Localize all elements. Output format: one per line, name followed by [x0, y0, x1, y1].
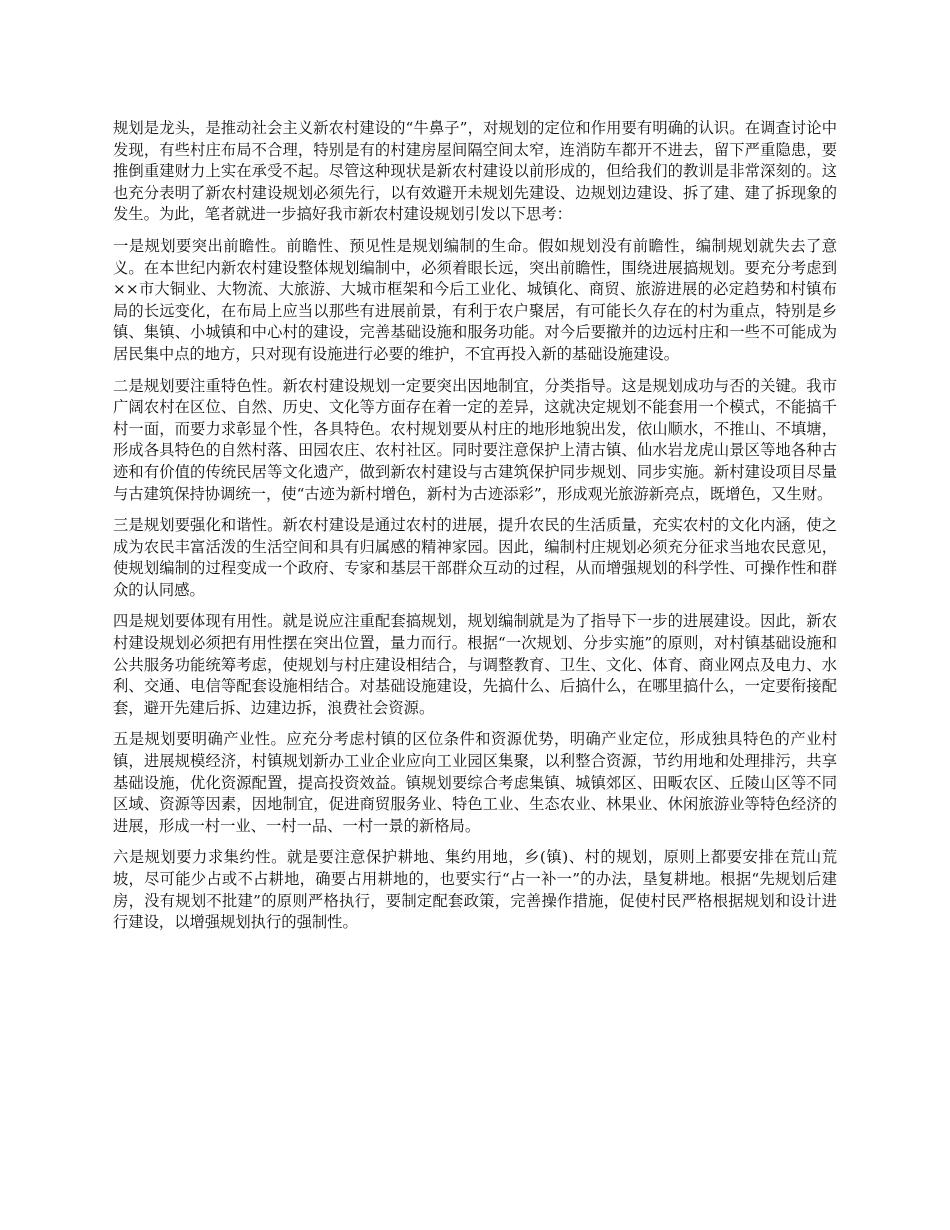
paragraph-point-4: 四是规划要体现有用性。就是说应注重配套搞规划，规划编制就是为了指导下一步的进展建设。因此，新农村建设规划必须把有用性摆在突出位置，量力而行。根据“一次规划、分步实施”的原则，对村镇基础设施和公共服务功能统筹考虑，使规划与村庄建设相结合，与调整教育、卫生、文化、体育、商业网点及电力、水利、交通、电信等配套设施相结合。对基础设施建设，先搞什么、后搞什么，在哪里搞什么，一定要衔接配套，避开先建后拆、边建边拆，浪费社会资源。 — [113, 612, 837, 717]
paragraph-point-5: 五是规划要明确产业性。应充分考虑村镇的区位条件和资源优势，明确产业定位，形成独具特色的产业村镇，进展规模经济，村镇规划新办工业企业应向工业园区集聚，以利整合资源，节约用地和处理排污，共享基础设施，优化资源配置，提高投资效益。镇规划要综合考虑集镇、城镇郊区、田畈农区、丘陵山区等不同区域、资源等因素，因地制宜，促进商贸服务业、特色工业、生态农业、林果业、休闲旅游业等特色经济的进展，形成一村一业、一村一品、一村一景的新格局。 — [113, 730, 837, 835]
paragraph-point-6: 六是规划要力求集约性。就是要注意保护耕地、集约用地，乡(镇)、村的规划，原则上都要安排在荒山荒坡，尽可能少占或不占耕地，确要占用耕地的，也要实行“占一补一”的办法，垦复耕地。根据“先规划后建房，没有规划不批建”的原则严格执行，要制定配套政策，完善操作措施，促使村民严格根据规划和设计进行建设，以增强规划执行的强制性。 — [113, 848, 837, 932]
paragraph-point-2: 二是规划要注重特色性。新农村建设规划一定要突出因地制宜，分类指导。这是规划成功与否的关键。我市广阔农村在区位、自然、历史、文化等方面存在着一定的差异，这就决定规划不能套用一个模式，不能搞千村一面，而要力求彰显个性，各具特色。农村规划要从村庄的地形地貌出发，依山顺水，不推山、不填塘，形成各具特色的自然村落、田园农庄、农村社区。同时要注意保护上清古镇、仙水岩龙虎山景区等地各种古迹和有价值的传统民居等文化遗产，做到新农村建设与古建筑保护同步规划、同步实施。新村建设项目尽量与古建筑保持协调统一，使“古迹为新村增色，新村为古迹添彩”，形成观光旅游新亮点，既增色，又生财。 — [113, 376, 837, 503]
paragraph-point-1: 一是规划要突出前瞻性。前瞻性、预见性是规划编制的生命。假如规划没有前瞻性，编制规划就失去了意义。在本世纪内新农村建设整体规划编制中，必须着眼长远，突出前瞻性，围绕进展搞规划。要充分考虑到××市大铜业、大物流、大旅游、大城市框架和今后工业化、城镇化、商贸、旅游进展的必定趋势和村镇布局的长远变化，在布局上应当以那些有进展前景，有利于农户聚居，有可能长久存在的村为重点，特别是乡镇、集镇、小城镇和中心村的建设，完善基础设施和服务功能。对今后要撤并的边远村庄和一些不可能成为居民集中点的地方，只对现有设施进行必要的维护，不宜再投入新的基础设施建设。 — [113, 236, 837, 363]
document-body — [113, 118, 837, 944]
paragraph-point-3: 三是规划要强化和谐性。新农村建设是通过农村的进展，提升农民的生活质量，充实农村的文化内涵，使之成为农民丰富活泼的生活空间和具有归属感的精神家园。因此，编制村庄规划必须充分征求当地农民意见，使规划编制的过程变成一个政府、专家和基层干部群众互动的过程，从而增强规划的科学性、可操作性和群众的认同感。 — [113, 516, 837, 599]
paragraph-intro: 规划是龙头，是推动社会主义新农村建设的“牛鼻子”，对规划的定位和作用要有明确的认识。在调查讨论中发现，有些村庄布局不合理，特别是有的村建房屋间隔空间太窄，连消防车都开不进去，留下严重隐患，要推倒重建财力上实在承受不起。尽管这种现状是新农村建设以前形成的，但给我们的教训是非常深刻的。这也充分表明了新农村建设规划必须先行，以有效避开未规划先建设、边规划边建设、拆了建、建了拆现象的发生。为此，笔者就进一步搞好我市新农村建设规划引发以下思考： — [113, 119, 837, 224]
